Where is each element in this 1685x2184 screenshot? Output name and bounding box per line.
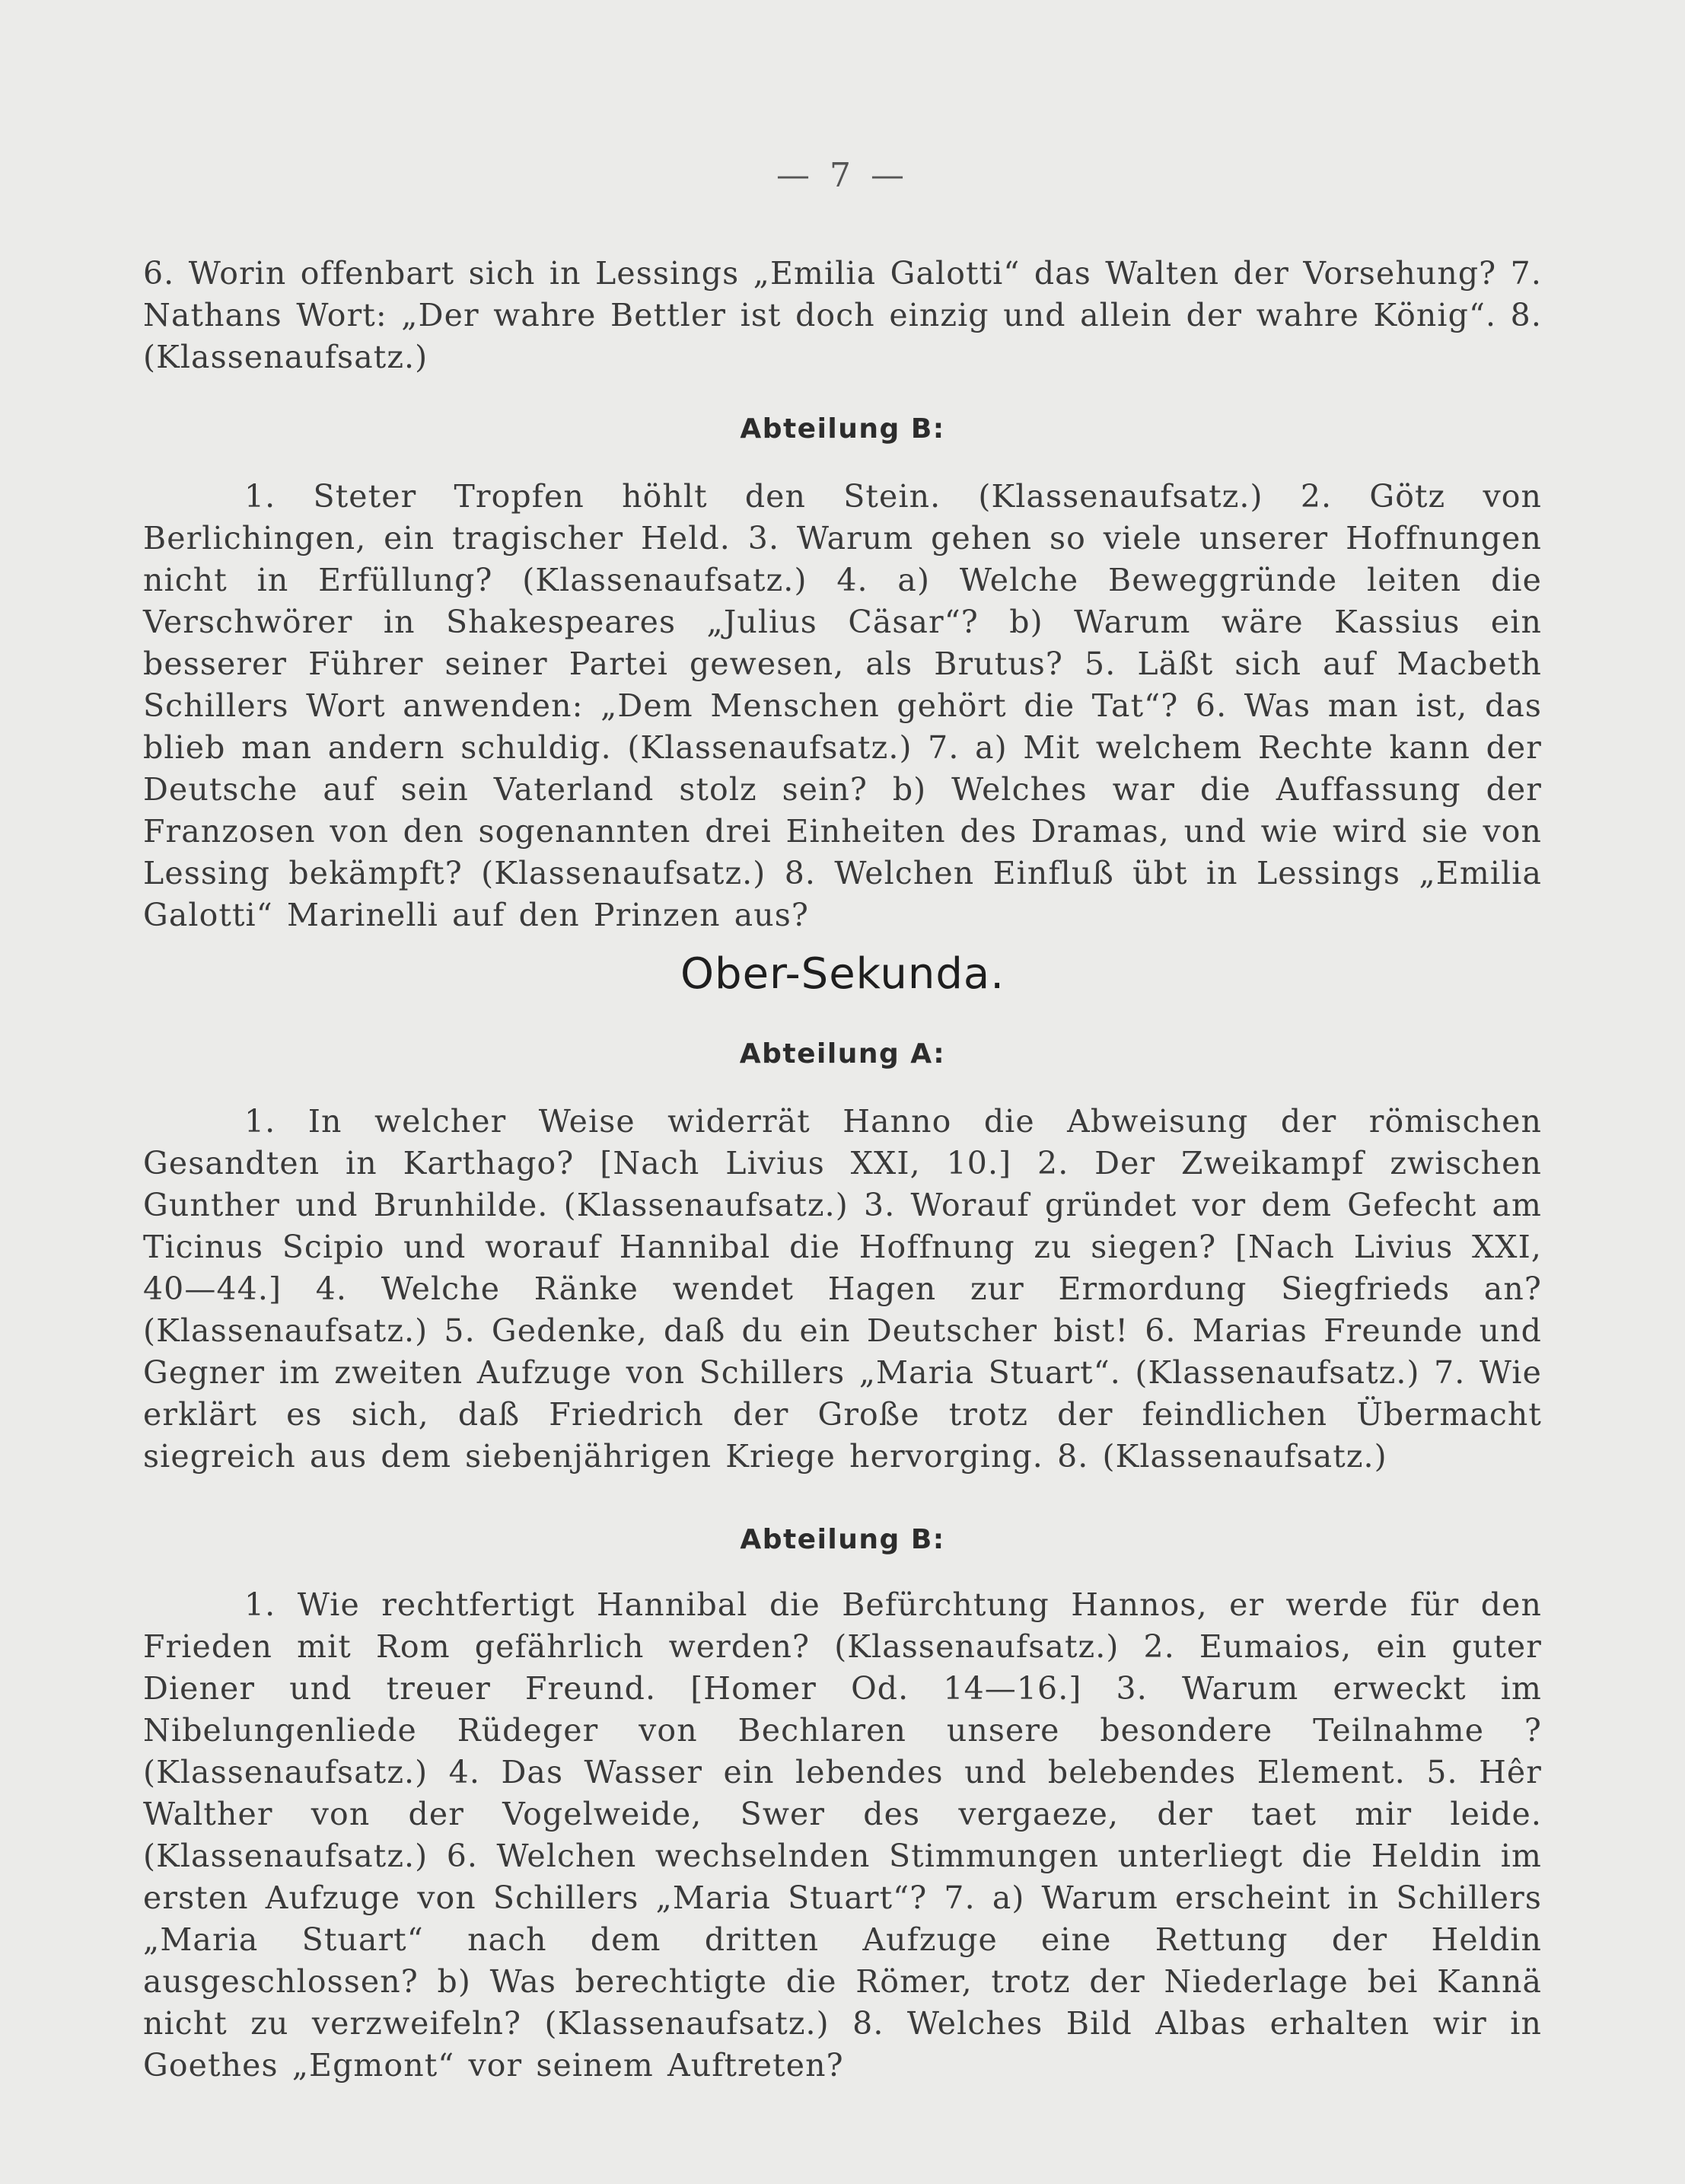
- ober-sekunda-abteilung-b-paragraph: [143, 1584, 1542, 2087]
- ober-sekunda-abteilung-b-heading: Abteilung B:: [740, 1524, 945, 1555]
- section1-abteilung-b-text: 1. Steter Tropfen höhlt den Stein. (Klassenaufsatz.) 2. Götz von Berlichingen, ein tragischer Held. 3. Warum gehen so viele unserer Hoffnungen nicht in Erfüllung? (Klassenaufsatz.) 4. a) Welche Beweggründe leiten die Verschwörer in Shakespeares „Julius Cäsar“? b) Warum wäre Kassius ein besserer Führer seiner Partei gewesen, als Brutus? 5. Läßt sich auf Macbeth Schillers Wort anwenden: „Dem Menschen gehört die Tat“? 6. Was man ist, das blieb man andern schuldig. (Klassenaufsatz.) 7. a) Mit welchem Rechte kann der Deutsche auf sein Vaterland stolz sein? b) Welches war die Auffassung der Franzosen von den sogenannten drei Einheiten des Dramas, und wie wird sie von Lessing bekämpft? (Klassenaufsatz.) 8. Welchen Einfluß übt in Lessings „Emilia Galotti“ Marinelli auf den Prinzen aus?: [143, 478, 1542, 933]
- ober-sekunda-abteilung-b-text: 1. Wie rechtfertigt Hannibal die Befürchtung Hannos, er werde für den Frieden mit Rom gefährlich werden? (Klassenaufsatz.) 2. Eumaios, ein guter Diener und treuer Freund. [Homer Od. 14—16.] 3. Warum erweckt im Nibelungenliede Rüdeger von Bechlaren unsere besondere Teilnahme ? (Klassenaufsatz.) 4. Das Wasser ein lebendes und belebendes Element. 5. Hêr Walther von der Vogelweide, Swer des vergaeze, der taet mir leide. (Klassenaufsatz.) 6. Welchen wechselnden Stimmungen unterliegt die Heldin im ersten Aufzuge von Schillers „Maria Stuart“? 7. a) Warum erscheint in Schillers „Maria Stuart“ nach dem dritten Aufzuge eine Rettung der Heldin ausgeschlossen? b) Was berechtigte die Römer, trotz der Niederlage bei Kannä nicht zu verzweifeln? (Klassenaufsatz.) 8. Welches Bild Albas erhalten wir in Goethes „Egmont“ vor seinem Auftreten?: [143, 1586, 1542, 2084]
- section1-abteilung-b-heading: Abteilung B:: [740, 413, 945, 445]
- section1-abteilung-b-paragraph: [143, 476, 1542, 936]
- intro-text: 6. Worin offenbart sich in Lessings „Emilia Galotti“ das Walten der Vorsehung? 7. Nathans Wort: „Der wahre Bettler ist doch einzig und allein der wahre König“. 8. (Klassenaufsatz.): [143, 255, 1542, 375]
- intro-paragraph: [143, 253, 1542, 378]
- ober-sekunda-abteilung-a-paragraph: [143, 1101, 1542, 1478]
- ober-sekunda-abteilung-a-heading: Abteilung A:: [739, 1038, 946, 1070]
- ober-sekunda-abteilung-a-text: 1. In welcher Weise widerrät Hanno die Abweisung der römischen Gesandten in Karthago? [Nach Livius XXI, 10.] 2. Der Zweikampf zwischen Gunther und Brunhilde. (Klassenaufsatz.) 3. Worauf gründet vor dem Gefecht am Ticinus Scipio und worauf Hannibal die Hoffnung zu siegen? [Nach Livius XXI, 40—44.] 4. Welche Ränke wendet Hagen zur Ermordung Siegfrieds an? (Klassenaufsatz.) 5. Gedenke, daß du ein Deutscher bist! 6. Marias Freunde und Gegner im zweiten Aufzuge von Schillers „Maria Stuart“. (Klassenaufsatz.) 7. Wie erklärt es sich, daß Friedrich der Große trotz der feindlichen Übermacht siegreich aus dem siebenjährigen Kriege hervorging. 8. (Klassenaufsatz.): [143, 1103, 1542, 1475]
- page-number: — 7 —: [776, 156, 909, 195]
- ober-sekunda-title: Ober-Sekunda.: [680, 949, 1005, 999]
